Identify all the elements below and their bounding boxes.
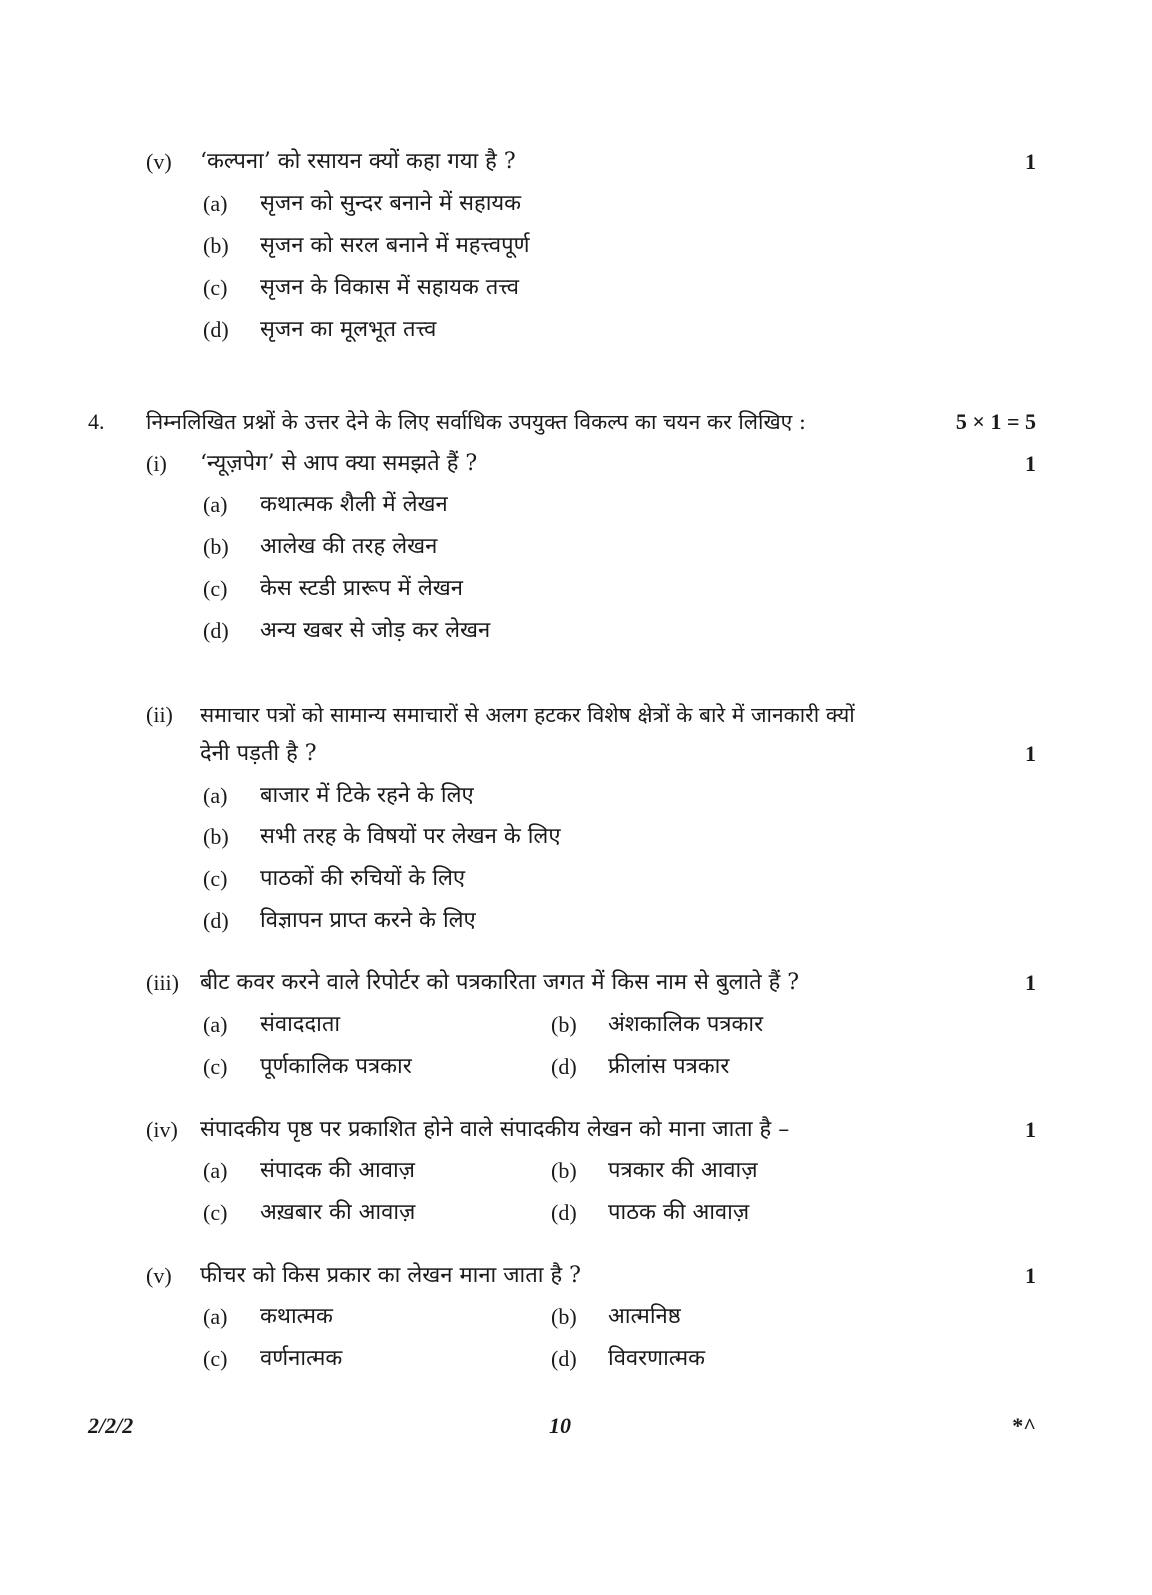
question-number: (iii) [146,970,179,995]
option-text: सृजन को सरल बनाने में महत्त्वपूर्ण [260,233,530,258]
option-text: आलेख की तरह लेखन [260,534,438,559]
question-text: फीचर को किस प्रकार का लेखन माना जाता है ? [200,1263,581,1288]
option-label: (c) [203,275,228,300]
option-text: केस स्टडी प्रारूप में लेखन [260,576,463,601]
option-text: अंशकालिक पत्रकार [608,1012,764,1037]
option-label: (d) [551,1200,577,1225]
option-text: आत्मनिष्ठ [608,1304,681,1329]
option-text: विज्ञापन प्राप्त करने के लिए [260,908,476,933]
question-text: देनी पड़ती है ? [200,741,317,766]
question-marks: 1 [1025,741,1036,766]
question-marks: 5 × 1 = 5 [955,409,1036,434]
option-label: (a) [203,191,228,216]
option-label: (d) [203,908,229,933]
question-text: ‘कल्पना’ को रसायन क्यों कहा गया है ? [200,149,516,174]
option-text: पाठक की आवाज़ [608,1200,750,1225]
option-text: अन्य खबर से जोड़ कर लेखन [260,618,491,643]
option-label: (b) [551,1158,577,1183]
option-text: सृजन के विकास में सहायक तत्त्व [260,275,519,300]
option-text: सृजन का मूलभूत तत्त्व [260,317,437,342]
option-text: संपादक की आवाज़ [260,1158,415,1183]
option-label: (b) [203,824,229,849]
page-number: 10 [549,1413,571,1438]
question-number: (ii) [146,702,173,727]
option-text: वर्णनात्मक [260,1346,343,1371]
option-label: (c) [203,576,228,601]
question-number: (iv) [146,1117,178,1142]
question-number: (i) [146,451,167,476]
option-label: (b) [551,1012,577,1037]
option-label: (c) [203,1054,228,1079]
option-label: (c) [203,866,228,891]
option-text: संवाददाता [260,1012,341,1037]
footer-mark: *^ [1012,1413,1036,1438]
option-text: पत्रकार की आवाज़ [608,1158,758,1183]
question-marks: 1 [1025,1263,1036,1288]
option-label: (b) [203,233,229,258]
option-label: (a) [203,492,228,517]
option-text: कथात्मक शैली में लेखन [260,492,448,517]
option-text: पूर्णकालिक पत्रकार [260,1054,412,1079]
question-text: निम्नलिखित प्रश्नों के उत्तर देने के लिए सर्वाधिक उपयुक्त विकल्प का चयन कर लिखिए : [146,410,806,434]
paper-code: 2/2/2 [88,1413,134,1438]
option-text: पाठकों की रुचियों के लिए [260,866,466,891]
option-label: (d) [203,618,229,643]
option-label: (a) [203,1012,228,1037]
question-number: (v) [146,1263,172,1288]
question-text: ‘न्यूज़पेग’ से आप क्या समझते हैं ? [200,451,478,476]
option-label: (b) [551,1304,577,1329]
option-text: बाजार में टिके रहने के लिए [260,783,474,808]
option-label: (d) [551,1054,577,1079]
option-label: (a) [203,1158,228,1183]
question-text: समाचार पत्रों को सामान्य समाचारों से अलग हटकर विशेष क्षेत्रों के बारे में जानकारी क्यों [200,703,855,727]
option-text: सभी तरह के विषयों पर लेखन के लिए [260,824,561,849]
option-label: (b) [203,534,229,559]
question-text: संपादकीय पृष्ठ पर प्रकाशित होने वाले संपादकीय लेखन को माना जाता है – [200,1117,790,1142]
option-text: अख़बार की आवाज़ [260,1200,416,1225]
option-text: कथात्मक [260,1304,333,1329]
question-marks: 1 [1025,1117,1036,1142]
option-text: विवरणात्मक [608,1346,705,1371]
option-label: (a) [203,783,228,808]
option-text: फ्रीलांस पत्रकार [608,1054,730,1079]
option-label: (c) [203,1346,228,1371]
question-number: 4. [88,409,105,434]
option-text: सृजन को सुन्दर बनाने में सहायक [260,191,522,216]
question-text: बीट कवर करने वाले रिपोर्टर को पत्रकारिता जगत में किस नाम से बुलाते हैं ? [200,970,800,995]
question-number: (v) [146,149,172,174]
question-marks: 1 [1025,149,1036,174]
option-label: (d) [203,317,229,342]
option-label: (d) [551,1346,577,1371]
option-label: (c) [203,1200,228,1225]
question-marks: 1 [1025,970,1036,995]
option-label: (a) [203,1304,228,1329]
question-marks: 1 [1025,451,1036,476]
